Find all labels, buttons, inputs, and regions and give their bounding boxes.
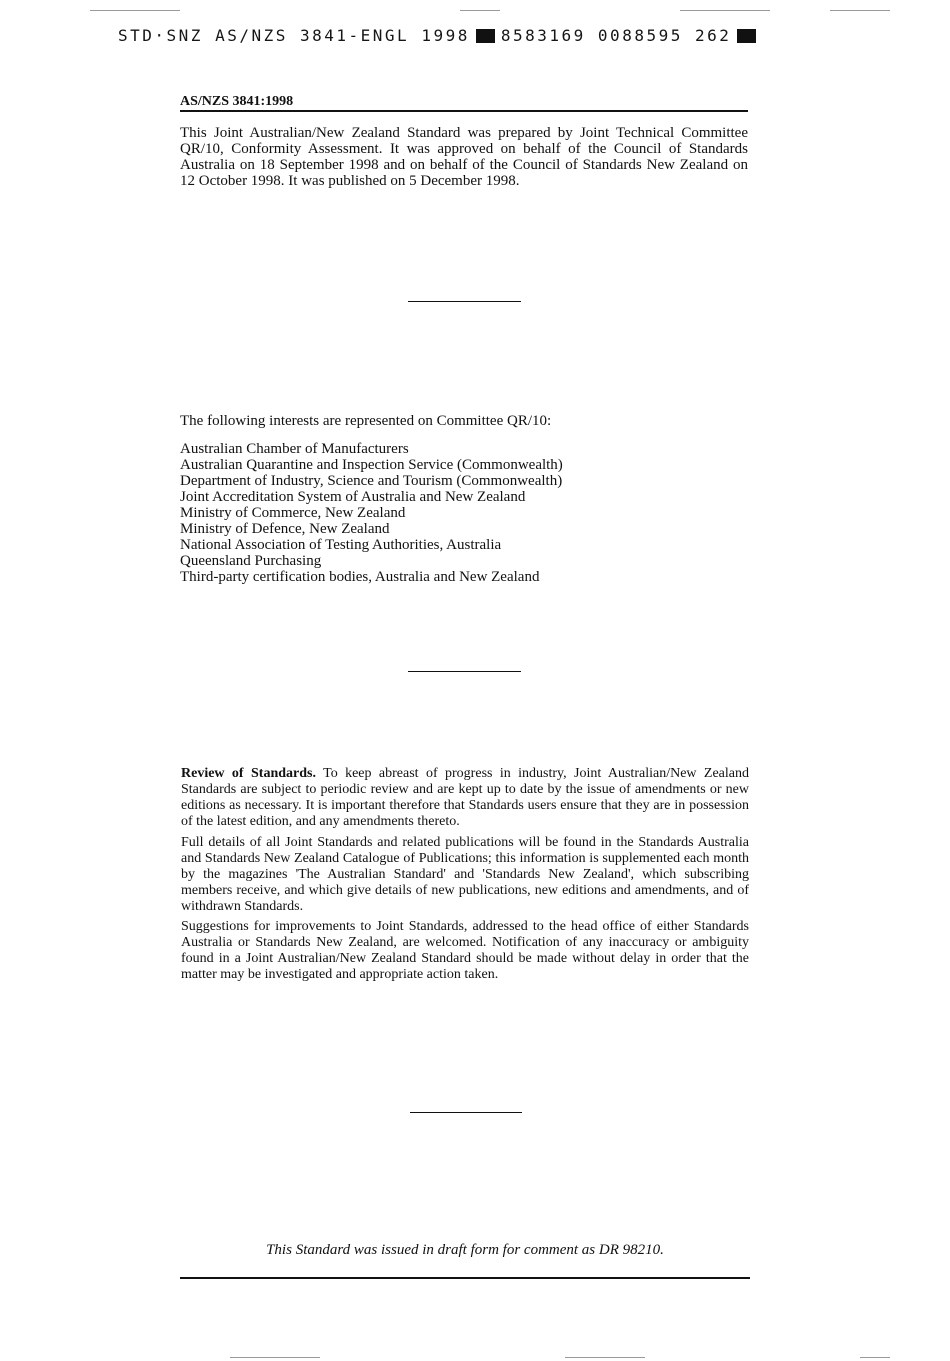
- committee-member: Third-party certification bodies, Australia and New Zealand: [180, 569, 540, 585]
- review-text-1: To keep abreast of progress in industry, Joint Australian/New Zealand Standards are subject to periodic review and are kept up to date by the issue of amendments or new editions as necessary. It is important therefore that Standards users ensure that they are in possession of the latest edition, and any amendments thereto.: [181, 766, 750, 829]
- committee-member: Joint Accreditation System of Australia and New Zealand: [180, 489, 526, 505]
- committee-member: National Association of Testing Authorities, Australia: [180, 537, 502, 553]
- committee-member: Australian Quarantine and Inspection Service (Commonwealth): [180, 457, 563, 473]
- document-id: AS/NZS 3841:1998: [180, 94, 294, 109]
- stamp-block-2: [737, 29, 756, 43]
- committee-member: Australian Chamber of Manufacturers: [180, 441, 409, 457]
- review-paragraph-1: [181, 766, 749, 830]
- review-paragraph-3: Suggestions for improvements to Joint Standards, addressed to the head office of either Standards Australia or Standards New Zealand, are welcomed. Notification of any inaccuracy or ambiguity found in a Joint Australian/New Zealand Standard should be made without delay in order that the matter may be investigated and appropriate action taken.: [181, 919, 749, 982]
- committee-member: Ministry of Defence, New Zealand: [180, 521, 390, 537]
- preparation-paragraph: This Joint Australian/New Zealand Standard was prepared by Joint Technical Committee QR/10, Conformity Assessment. It was approved on behalf of the Council of Standards Australia on 18 September 1998 and on behalf of the Council of Standards New Zealand on 12 October 1998. It was published on 5 December 1998.: [180, 125, 748, 189]
- committee-member-list: [180, 441, 563, 585]
- scan-artifact-top-2: [460, 10, 500, 11]
- committee-intro: The following interests are represented on Committee QR/10:: [180, 413, 552, 429]
- committee-member: Department of Industry, Science and Tourism (Commonwealth): [180, 473, 563, 489]
- footer-rule: [180, 1277, 750, 1279]
- scan-artifact-top-3: [680, 10, 770, 11]
- stamp-block-1: [476, 29, 495, 43]
- stamp-text-middle: 8583169 0088595 262: [500, 26, 732, 45]
- section-divider-1: [408, 301, 521, 302]
- review-heading: Review of Standards.: [181, 766, 316, 781]
- scan-artifact-top-1: [90, 10, 180, 11]
- stamp-text-before: STD·SNZ AS/NZS 3841-ENGL 1998: [118, 26, 470, 45]
- document-stamp: [118, 26, 762, 45]
- scan-artifact-bottom-2: [565, 1357, 645, 1358]
- committee-member: Queensland Purchasing: [180, 553, 322, 569]
- scan-artifact-top-4: [830, 10, 890, 11]
- header-rule: [180, 110, 748, 112]
- committee-member: Ministry of Commerce, New Zealand: [180, 505, 406, 521]
- scan-artifact-bottom-3: [860, 1357, 890, 1358]
- draft-note: This Standard was issued in draft form for comment as DR 98210.: [266, 1242, 664, 1258]
- review-paragraph-2: Full details of all Joint Standards and related publications will be found in the Standards Australia and Standards New Zealand Catalogue of Publications; this information is supplemented each month by the magazines 'The Australian Standard' and 'Standards New Zealand', which subscribing members receive, and which give details of new publications, new editions and amendments, and of withdrawn Standards.: [181, 835, 749, 914]
- section-divider-3: [410, 1112, 522, 1113]
- section-divider-2: [408, 671, 521, 672]
- scan-artifact-bottom-1: [230, 1357, 320, 1358]
